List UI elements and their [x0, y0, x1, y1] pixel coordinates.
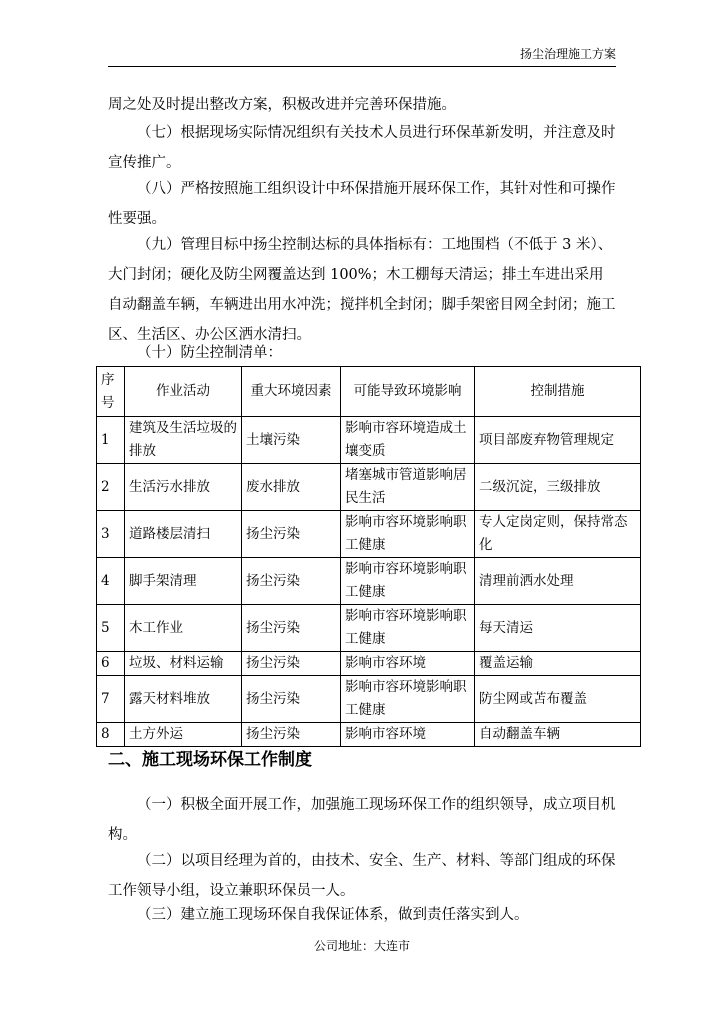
cell-measure: 清理前洒水处理: [475, 558, 641, 605]
cell-activity: 建筑及生活垃圾的排放: [125, 417, 242, 464]
cell-activity: 木工作业: [125, 605, 242, 652]
page-header-title: 扬尘治理施工方案: [519, 47, 616, 61]
cell-factor: 扬尘污染: [242, 652, 341, 676]
cell-activity: 露天材料堆放: [125, 676, 242, 723]
cell-activity: 脚手架清理: [125, 558, 242, 605]
cell-no: 6: [97, 652, 125, 676]
paragraph-continuation: 周之处及时提出整改方案，积极改进并完善环保措施。: [108, 97, 456, 113]
cell-impact: 影响市容环境造成土壤变质: [341, 417, 475, 464]
paragraph-item-8: （八）严格按照施工组织设计中环保措施开展环保工作，其针对性和可操作性要强。: [108, 181, 616, 227]
cell-factor: 扬尘污染: [242, 558, 341, 605]
header-cell-no: 序号: [97, 367, 125, 417]
section-paragraph-1: （一）积极全面开展工作，加强施工现场环保工作的组织领导，成立项目机构。: [108, 797, 616, 843]
header-cell-activity: 作业活动: [125, 367, 242, 417]
table-row: [97, 464, 641, 511]
table-row: [97, 417, 641, 464]
cell-factor: 扬尘污染: [242, 723, 341, 747]
cell-activity: 垃圾、材料运输: [125, 652, 242, 676]
table-row: [97, 676, 641, 723]
cell-measure: 每天清运: [475, 605, 641, 652]
header-cell-factor: 重大环境因素: [242, 367, 341, 417]
table-row: [97, 652, 641, 676]
table-row: [97, 558, 641, 605]
cell-factor: 废水排放: [242, 464, 341, 511]
cell-impact: 影响市容环境影响职工健康: [341, 676, 475, 723]
cell-factor: 扬尘污染: [242, 676, 341, 723]
cell-impact: 影响市容环境影响职工健康: [341, 558, 475, 605]
cell-impact: 影响市容环境影响职工健康: [341, 605, 475, 652]
cell-factor: 土壤污染: [242, 417, 341, 464]
header-rule: [108, 66, 616, 67]
header-cell-impact: 可能导致环境影响: [341, 367, 475, 417]
cell-factor: 扬尘污染: [242, 511, 341, 558]
table-header-row: [97, 367, 641, 417]
section-heading: 二、施工现场环保工作制度: [108, 750, 312, 770]
cell-no: 8: [97, 723, 125, 747]
cell-impact: 影响市容环境影响职工健康: [341, 511, 475, 558]
page-footer-address: 公司地址：大连市: [313, 939, 410, 953]
paragraph-item-7: （七）根据现场实际情况组织有关技术人员进行环保革新发明，并注意及时宣传推广。: [108, 125, 616, 171]
header-cell-measure: 控制措施: [475, 367, 641, 417]
cell-activity: 土方外运: [125, 723, 242, 747]
dust-control-table: [96, 366, 641, 747]
section-paragraph-2: （二）以项目经理为首的，由技术、安全、生产、材料、等部门组成的环保工作领导小组，设立兼职环保员一人。: [108, 853, 616, 899]
cell-impact: 影响市容环境: [341, 652, 475, 676]
cell-no: 5: [97, 605, 125, 652]
cell-measure: 自动翻盖车辆: [475, 723, 641, 747]
section-paragraph-3: （三）建立施工现场环保自我保证体系，做到责任落实到人。: [137, 907, 529, 923]
cell-no: 1: [97, 417, 125, 464]
cell-impact: 影响市容环境: [341, 723, 475, 747]
cell-measure: 防尘网或苫布覆盖: [475, 676, 641, 723]
cell-no: 2: [97, 464, 125, 511]
cell-activity: 道路楼层清扫: [125, 511, 242, 558]
table-row: [97, 723, 641, 747]
paragraph-item-10: （十）防尘控制清单：: [137, 345, 282, 361]
cell-no: 4: [97, 558, 125, 605]
paragraph-item-9: （九）管理目标中扬尘控制达标的具体指标有：工地围档（不低于 3 米）、大门封闭；硬化及防尘网覆盖达到 100%；木工棚每天清运；排土车进出采用自动翻盖车辆，车辆进出用水冲洗；搅拌机全封闭；脚手架密目网全封闭；施工区、生活区、办公区洒水清扫。: [108, 237, 616, 343]
cell-measure: 二级沉淀，三级排放: [475, 464, 641, 511]
table-row: [97, 511, 641, 558]
cell-measure: 项目部废弃物管理规定: [475, 417, 641, 464]
cell-factor: 扬尘污染: [242, 605, 341, 652]
cell-no: 7: [97, 676, 125, 723]
cell-measure: 专人定岗定则，保持常态化: [475, 511, 641, 558]
table-row: [97, 605, 641, 652]
cell-measure: 覆盖运输: [475, 652, 641, 676]
cell-no: 3: [97, 511, 125, 558]
cell-activity: 生活污水排放: [125, 464, 242, 511]
cell-impact: 堵塞城市管道影响居民生活: [341, 464, 475, 511]
